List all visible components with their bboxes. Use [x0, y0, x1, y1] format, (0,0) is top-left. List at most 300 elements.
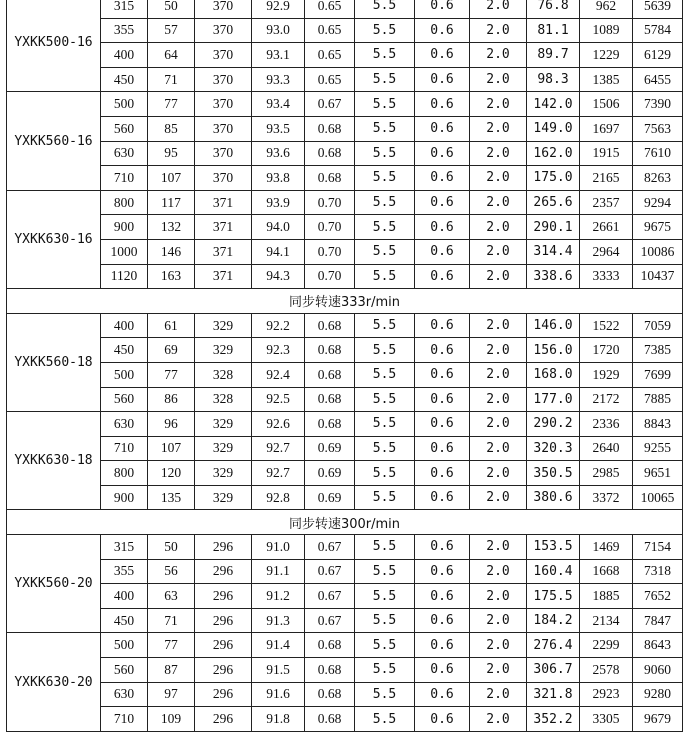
max-torque-ratio-cell: 2.0	[470, 362, 527, 387]
rated-power-cell: 355	[101, 18, 148, 43]
max-torque-ratio-cell: 2.0	[470, 43, 527, 68]
table-row	[7, 0, 683, 18]
rotor-inertia-cell: 265.6	[527, 190, 580, 215]
rated-power-cell: 1000	[101, 239, 148, 264]
power-factor-cell: 0.65	[305, 0, 355, 18]
max-torque-ratio-cell: 2.0	[470, 485, 527, 510]
efficiency-cell: 93.3	[252, 67, 305, 92]
max-torque-ratio-cell: 2.0	[470, 141, 527, 166]
power-factor-cell: 0.67	[305, 584, 355, 609]
table-row	[7, 461, 683, 486]
locked-current-ratio-cell: 5.5	[355, 43, 415, 68]
rated-current-cell: 50	[148, 535, 195, 560]
power-factor-cell: 0.68	[305, 633, 355, 658]
power-factor-cell: 0.68	[305, 412, 355, 437]
weight-cell: 1522	[580, 313, 633, 338]
rated-power-cell: 800	[101, 190, 148, 215]
efficiency-cell: 93.4	[252, 92, 305, 117]
speed-cell: 370	[195, 92, 252, 117]
efficiency-cell: 91.4	[252, 633, 305, 658]
rated-power-cell: 400	[101, 43, 148, 68]
speed-cell: 370	[195, 67, 252, 92]
total-weight-cell: 7059	[633, 313, 683, 338]
table-row	[7, 412, 683, 437]
total-weight-cell: 7390	[633, 92, 683, 117]
total-weight-cell: 7154	[633, 535, 683, 560]
total-weight-cell: 7563	[633, 116, 683, 141]
weight-cell: 1885	[580, 584, 633, 609]
weight-cell: 1915	[580, 141, 633, 166]
weight-cell: 1929	[580, 362, 633, 387]
efficiency-cell: 93.6	[252, 141, 305, 166]
max-torque-ratio-cell: 2.0	[470, 0, 527, 18]
weight-cell: 1506	[580, 92, 633, 117]
speed-cell: 328	[195, 362, 252, 387]
rated-power-cell: 710	[101, 707, 148, 732]
power-factor-cell: 0.69	[305, 436, 355, 461]
rated-power-cell: 315	[101, 0, 148, 18]
efficiency-cell: 93.1	[252, 43, 305, 68]
rotor-inertia-cell: 184.2	[527, 608, 580, 633]
max-torque-ratio-cell: 2.0	[470, 535, 527, 560]
rated-power-cell: 355	[101, 559, 148, 584]
total-weight-cell: 8263	[633, 166, 683, 191]
rotor-inertia-cell: 276.4	[527, 633, 580, 658]
speed-cell: 296	[195, 658, 252, 683]
max-torque-ratio-cell: 2.0	[470, 658, 527, 683]
rated-current-cell: 96	[148, 412, 195, 437]
table-row	[7, 658, 683, 683]
rated-current-cell: 107	[148, 166, 195, 191]
rated-power-cell: 450	[101, 608, 148, 633]
rotor-inertia-cell: 314.4	[527, 239, 580, 264]
total-weight-cell: 7610	[633, 141, 683, 166]
locked-current-ratio-cell: 5.5	[355, 707, 415, 732]
model-cell: YXKK630-20	[7, 633, 101, 731]
efficiency-cell: 92.5	[252, 387, 305, 412]
rotor-inertia-cell: 290.2	[527, 412, 580, 437]
speed-cell: 329	[195, 461, 252, 486]
locked-current-ratio-cell: 5.5	[355, 239, 415, 264]
rated-current-cell: 163	[148, 264, 195, 289]
max-torque-ratio-cell: 2.0	[470, 313, 527, 338]
weight-cell: 1697	[580, 116, 633, 141]
speed-cell: 371	[195, 264, 252, 289]
power-factor-cell: 0.67	[305, 92, 355, 117]
speed-cell: 296	[195, 584, 252, 609]
locked-torque-ratio-cell: 0.6	[415, 633, 470, 658]
rated-current-cell: 57	[148, 18, 195, 43]
weight-cell: 2578	[580, 658, 633, 683]
locked-torque-ratio-cell: 0.6	[415, 215, 470, 240]
rotor-inertia-cell: 380.6	[527, 485, 580, 510]
table-row	[7, 608, 683, 633]
power-factor-cell: 0.70	[305, 264, 355, 289]
locked-torque-ratio-cell: 0.6	[415, 190, 470, 215]
locked-current-ratio-cell: 5.5	[355, 116, 415, 141]
rated-power-cell: 400	[101, 584, 148, 609]
rated-current-cell: 71	[148, 608, 195, 633]
locked-torque-ratio-cell: 0.6	[415, 116, 470, 141]
total-weight-cell: 9675	[633, 215, 683, 240]
rated-current-cell: 61	[148, 313, 195, 338]
locked-current-ratio-cell: 5.5	[355, 67, 415, 92]
speed-cell: 329	[195, 412, 252, 437]
power-factor-cell: 0.65	[305, 18, 355, 43]
efficiency-cell: 93.0	[252, 18, 305, 43]
weight-cell: 1229	[580, 43, 633, 68]
table-row	[7, 633, 683, 658]
efficiency-cell: 91.8	[252, 707, 305, 732]
rated-power-cell: 900	[101, 215, 148, 240]
rated-current-cell: 63	[148, 584, 195, 609]
efficiency-cell: 92.2	[252, 313, 305, 338]
rated-current-cell: 56	[148, 559, 195, 584]
rotor-inertia-cell: 175.0	[527, 166, 580, 191]
sync-speed-header: 同步转速333r/min	[7, 289, 683, 314]
table-row	[7, 18, 683, 43]
rotor-inertia-cell: 320.3	[527, 436, 580, 461]
power-factor-cell: 0.68	[305, 166, 355, 191]
table-row	[7, 215, 683, 240]
rated-current-cell: 132	[148, 215, 195, 240]
max-torque-ratio-cell: 2.0	[470, 584, 527, 609]
power-factor-cell: 0.67	[305, 535, 355, 560]
max-torque-ratio-cell: 2.0	[470, 436, 527, 461]
locked-torque-ratio-cell: 0.6	[415, 412, 470, 437]
max-torque-ratio-cell: 2.0	[470, 412, 527, 437]
locked-current-ratio-cell: 5.5	[355, 559, 415, 584]
table-row	[7, 92, 683, 117]
total-weight-cell: 8643	[633, 633, 683, 658]
locked-current-ratio-cell: 5.5	[355, 633, 415, 658]
power-factor-cell: 0.68	[305, 387, 355, 412]
rated-power-cell: 900	[101, 485, 148, 510]
rated-current-cell: 109	[148, 707, 195, 732]
speed-cell: 371	[195, 190, 252, 215]
speed-cell: 296	[195, 682, 252, 707]
rated-power-cell: 400	[101, 313, 148, 338]
total-weight-cell: 8843	[633, 412, 683, 437]
total-weight-cell: 9060	[633, 658, 683, 683]
table-row	[7, 141, 683, 166]
rotor-inertia-cell: 89.7	[527, 43, 580, 68]
rated-power-cell: 450	[101, 67, 148, 92]
rated-power-cell: 630	[101, 141, 148, 166]
power-factor-cell: 0.68	[305, 313, 355, 338]
weight-cell: 2299	[580, 633, 633, 658]
total-weight-cell: 7847	[633, 608, 683, 633]
locked-torque-ratio-cell: 0.6	[415, 584, 470, 609]
locked-current-ratio-cell: 5.5	[355, 92, 415, 117]
locked-torque-ratio-cell: 0.6	[415, 313, 470, 338]
total-weight-cell: 7318	[633, 559, 683, 584]
locked-torque-ratio-cell: 0.6	[415, 43, 470, 68]
weight-cell: 2985	[580, 461, 633, 486]
locked-current-ratio-cell: 5.5	[355, 215, 415, 240]
rated-current-cell: 146	[148, 239, 195, 264]
rated-current-cell: 87	[148, 658, 195, 683]
efficiency-cell: 92.4	[252, 362, 305, 387]
total-weight-cell: 6455	[633, 67, 683, 92]
rated-current-cell: 71	[148, 67, 195, 92]
power-factor-cell: 0.65	[305, 43, 355, 68]
weight-cell: 2357	[580, 190, 633, 215]
table-row	[7, 387, 683, 412]
rated-current-cell: 85	[148, 116, 195, 141]
total-weight-cell: 9651	[633, 461, 683, 486]
power-factor-cell: 0.70	[305, 190, 355, 215]
max-torque-ratio-cell: 2.0	[470, 682, 527, 707]
locked-torque-ratio-cell: 0.6	[415, 608, 470, 633]
efficiency-cell: 94.0	[252, 215, 305, 240]
rated-current-cell: 77	[148, 633, 195, 658]
rated-current-cell: 69	[148, 338, 195, 363]
locked-torque-ratio-cell: 0.6	[415, 387, 470, 412]
rated-power-cell: 560	[101, 658, 148, 683]
weight-cell: 3305	[580, 707, 633, 732]
power-factor-cell: 0.68	[305, 338, 355, 363]
locked-torque-ratio-cell: 0.6	[415, 682, 470, 707]
locked-current-ratio-cell: 5.5	[355, 141, 415, 166]
max-torque-ratio-cell: 2.0	[470, 166, 527, 191]
rated-current-cell: 95	[148, 141, 195, 166]
rated-current-cell: 135	[148, 485, 195, 510]
efficiency-cell: 92.9	[252, 0, 305, 18]
table-row	[7, 682, 683, 707]
power-factor-cell: 0.70	[305, 239, 355, 264]
efficiency-cell: 91.3	[252, 608, 305, 633]
locked-current-ratio-cell: 5.5	[355, 190, 415, 215]
weight-cell: 3333	[580, 264, 633, 289]
spec-table-body	[7, 0, 683, 731]
rated-power-cell: 500	[101, 362, 148, 387]
weight-cell: 2640	[580, 436, 633, 461]
model-cell: YXKK560-20	[7, 535, 101, 633]
rotor-inertia-cell: 350.5	[527, 461, 580, 486]
max-torque-ratio-cell: 2.0	[470, 461, 527, 486]
table-row	[7, 43, 683, 68]
total-weight-cell: 6129	[633, 43, 683, 68]
speed-cell: 371	[195, 239, 252, 264]
locked-current-ratio-cell: 5.5	[355, 535, 415, 560]
locked-torque-ratio-cell: 0.6	[415, 141, 470, 166]
power-factor-cell: 0.68	[305, 362, 355, 387]
efficiency-cell: 92.3	[252, 338, 305, 363]
locked-torque-ratio-cell: 0.6	[415, 485, 470, 510]
speed-cell: 328	[195, 387, 252, 412]
locked-torque-ratio-cell: 0.6	[415, 67, 470, 92]
speed-cell: 370	[195, 43, 252, 68]
rated-power-cell: 630	[101, 412, 148, 437]
table-row	[7, 166, 683, 191]
rated-power-cell: 710	[101, 166, 148, 191]
locked-torque-ratio-cell: 0.6	[415, 239, 470, 264]
table-row	[7, 362, 683, 387]
locked-current-ratio-cell: 5.5	[355, 682, 415, 707]
total-weight-cell: 7385	[633, 338, 683, 363]
model-cell: YXKK630-16	[7, 190, 101, 288]
speed-cell: 329	[195, 436, 252, 461]
rated-power-cell: 560	[101, 387, 148, 412]
locked-current-ratio-cell: 5.5	[355, 18, 415, 43]
locked-current-ratio-cell: 5.5	[355, 584, 415, 609]
locked-current-ratio-cell: 5.5	[355, 166, 415, 191]
weight-cell: 2336	[580, 412, 633, 437]
power-factor-cell: 0.67	[305, 608, 355, 633]
max-torque-ratio-cell: 2.0	[470, 190, 527, 215]
rated-current-cell: 77	[148, 92, 195, 117]
locked-current-ratio-cell: 5.5	[355, 658, 415, 683]
locked-torque-ratio-cell: 0.6	[415, 461, 470, 486]
weight-cell: 1089	[580, 18, 633, 43]
max-torque-ratio-cell: 2.0	[470, 67, 527, 92]
max-torque-ratio-cell: 2.0	[470, 264, 527, 289]
efficiency-cell: 91.0	[252, 535, 305, 560]
sync-speed-header: 同步转速300r/min	[7, 510, 683, 535]
power-factor-cell: 0.69	[305, 485, 355, 510]
efficiency-cell: 92.8	[252, 485, 305, 510]
efficiency-cell: 92.6	[252, 412, 305, 437]
max-torque-ratio-cell: 2.0	[470, 92, 527, 117]
weight-cell: 1720	[580, 338, 633, 363]
speed-cell: 370	[195, 116, 252, 141]
speed-cell: 329	[195, 338, 252, 363]
rated-current-cell: 50	[148, 0, 195, 18]
locked-torque-ratio-cell: 0.6	[415, 0, 470, 18]
total-weight-cell: 7885	[633, 387, 683, 412]
max-torque-ratio-cell: 2.0	[470, 18, 527, 43]
locked-current-ratio-cell: 5.5	[355, 436, 415, 461]
efficiency-cell: 92.7	[252, 436, 305, 461]
max-torque-ratio-cell: 2.0	[470, 215, 527, 240]
max-torque-ratio-cell: 2.0	[470, 633, 527, 658]
table-row	[7, 535, 683, 560]
total-weight-cell: 10437	[633, 264, 683, 289]
speed-cell: 329	[195, 485, 252, 510]
rotor-inertia-cell: 81.1	[527, 18, 580, 43]
weight-cell: 1385	[580, 67, 633, 92]
total-weight-cell: 5639	[633, 0, 683, 18]
rated-power-cell: 315	[101, 535, 148, 560]
locked-current-ratio-cell: 5.5	[355, 608, 415, 633]
locked-torque-ratio-cell: 0.6	[415, 166, 470, 191]
total-weight-cell: 9280	[633, 682, 683, 707]
locked-current-ratio-cell: 5.5	[355, 313, 415, 338]
table-row	[7, 707, 683, 732]
rotor-inertia-cell: 156.0	[527, 338, 580, 363]
total-weight-cell: 10086	[633, 239, 683, 264]
rotor-inertia-cell: 175.5	[527, 584, 580, 609]
table-row	[7, 584, 683, 609]
rotor-inertia-cell: 146.0	[527, 313, 580, 338]
efficiency-cell: 93.5	[252, 116, 305, 141]
rotor-inertia-cell: 153.5	[527, 535, 580, 560]
speed-cell: 296	[195, 707, 252, 732]
rated-power-cell: 1120	[101, 264, 148, 289]
rated-current-cell: 64	[148, 43, 195, 68]
max-torque-ratio-cell: 2.0	[470, 559, 527, 584]
weight-cell: 2923	[580, 682, 633, 707]
efficiency-cell: 92.7	[252, 461, 305, 486]
locked-torque-ratio-cell: 0.6	[415, 92, 470, 117]
speed-cell: 370	[195, 0, 252, 18]
rotor-inertia-cell: 352.2	[527, 707, 580, 732]
rotor-inertia-cell: 306.7	[527, 658, 580, 683]
rotor-inertia-cell: 162.0	[527, 141, 580, 166]
max-torque-ratio-cell: 2.0	[470, 707, 527, 732]
locked-torque-ratio-cell: 0.6	[415, 658, 470, 683]
locked-current-ratio-cell: 5.5	[355, 362, 415, 387]
efficiency-cell: 93.9	[252, 190, 305, 215]
table-row	[7, 239, 683, 264]
locked-current-ratio-cell: 5.5	[355, 264, 415, 289]
locked-torque-ratio-cell: 0.6	[415, 707, 470, 732]
table-row	[7, 436, 683, 461]
rated-power-cell: 500	[101, 633, 148, 658]
weight-cell: 2964	[580, 239, 633, 264]
efficiency-cell: 94.1	[252, 239, 305, 264]
locked-torque-ratio-cell: 0.6	[415, 436, 470, 461]
model-cell: YXKK560-18	[7, 313, 101, 411]
rated-current-cell: 97	[148, 682, 195, 707]
max-torque-ratio-cell: 2.0	[470, 608, 527, 633]
efficiency-cell: 91.2	[252, 584, 305, 609]
section-header-row	[7, 289, 683, 314]
total-weight-cell: 9679	[633, 707, 683, 732]
efficiency-cell: 94.3	[252, 264, 305, 289]
locked-torque-ratio-cell: 0.6	[415, 338, 470, 363]
rated-current-cell: 86	[148, 387, 195, 412]
max-torque-ratio-cell: 2.0	[470, 116, 527, 141]
rated-current-cell: 120	[148, 461, 195, 486]
weight-cell: 1668	[580, 559, 633, 584]
power-factor-cell: 0.68	[305, 141, 355, 166]
table-row	[7, 116, 683, 141]
locked-current-ratio-cell: 5.5	[355, 338, 415, 363]
table-row	[7, 485, 683, 510]
efficiency-cell: 91.5	[252, 658, 305, 683]
rated-power-cell: 500	[101, 92, 148, 117]
rotor-inertia-cell: 177.0	[527, 387, 580, 412]
speed-cell: 296	[195, 535, 252, 560]
rotor-inertia-cell: 149.0	[527, 116, 580, 141]
power-factor-cell: 0.68	[305, 658, 355, 683]
weight-cell: 2165	[580, 166, 633, 191]
rotor-inertia-cell: 142.0	[527, 92, 580, 117]
speed-cell: 370	[195, 18, 252, 43]
locked-torque-ratio-cell: 0.6	[415, 362, 470, 387]
rotor-inertia-cell: 160.4	[527, 559, 580, 584]
rated-power-cell: 450	[101, 338, 148, 363]
total-weight-cell: 5784	[633, 18, 683, 43]
table-row	[7, 338, 683, 363]
table-row	[7, 313, 683, 338]
power-factor-cell: 0.68	[305, 707, 355, 732]
max-torque-ratio-cell: 2.0	[470, 387, 527, 412]
locked-current-ratio-cell: 5.5	[355, 412, 415, 437]
locked-torque-ratio-cell: 0.6	[415, 535, 470, 560]
locked-current-ratio-cell: 5.5	[355, 0, 415, 18]
weight-cell: 2172	[580, 387, 633, 412]
table-row	[7, 559, 683, 584]
rotor-inertia-cell: 76.8	[527, 0, 580, 18]
weight-cell: 3372	[580, 485, 633, 510]
rated-power-cell: 800	[101, 461, 148, 486]
max-torque-ratio-cell: 2.0	[470, 239, 527, 264]
section-header-row	[7, 510, 683, 535]
speed-cell: 296	[195, 559, 252, 584]
